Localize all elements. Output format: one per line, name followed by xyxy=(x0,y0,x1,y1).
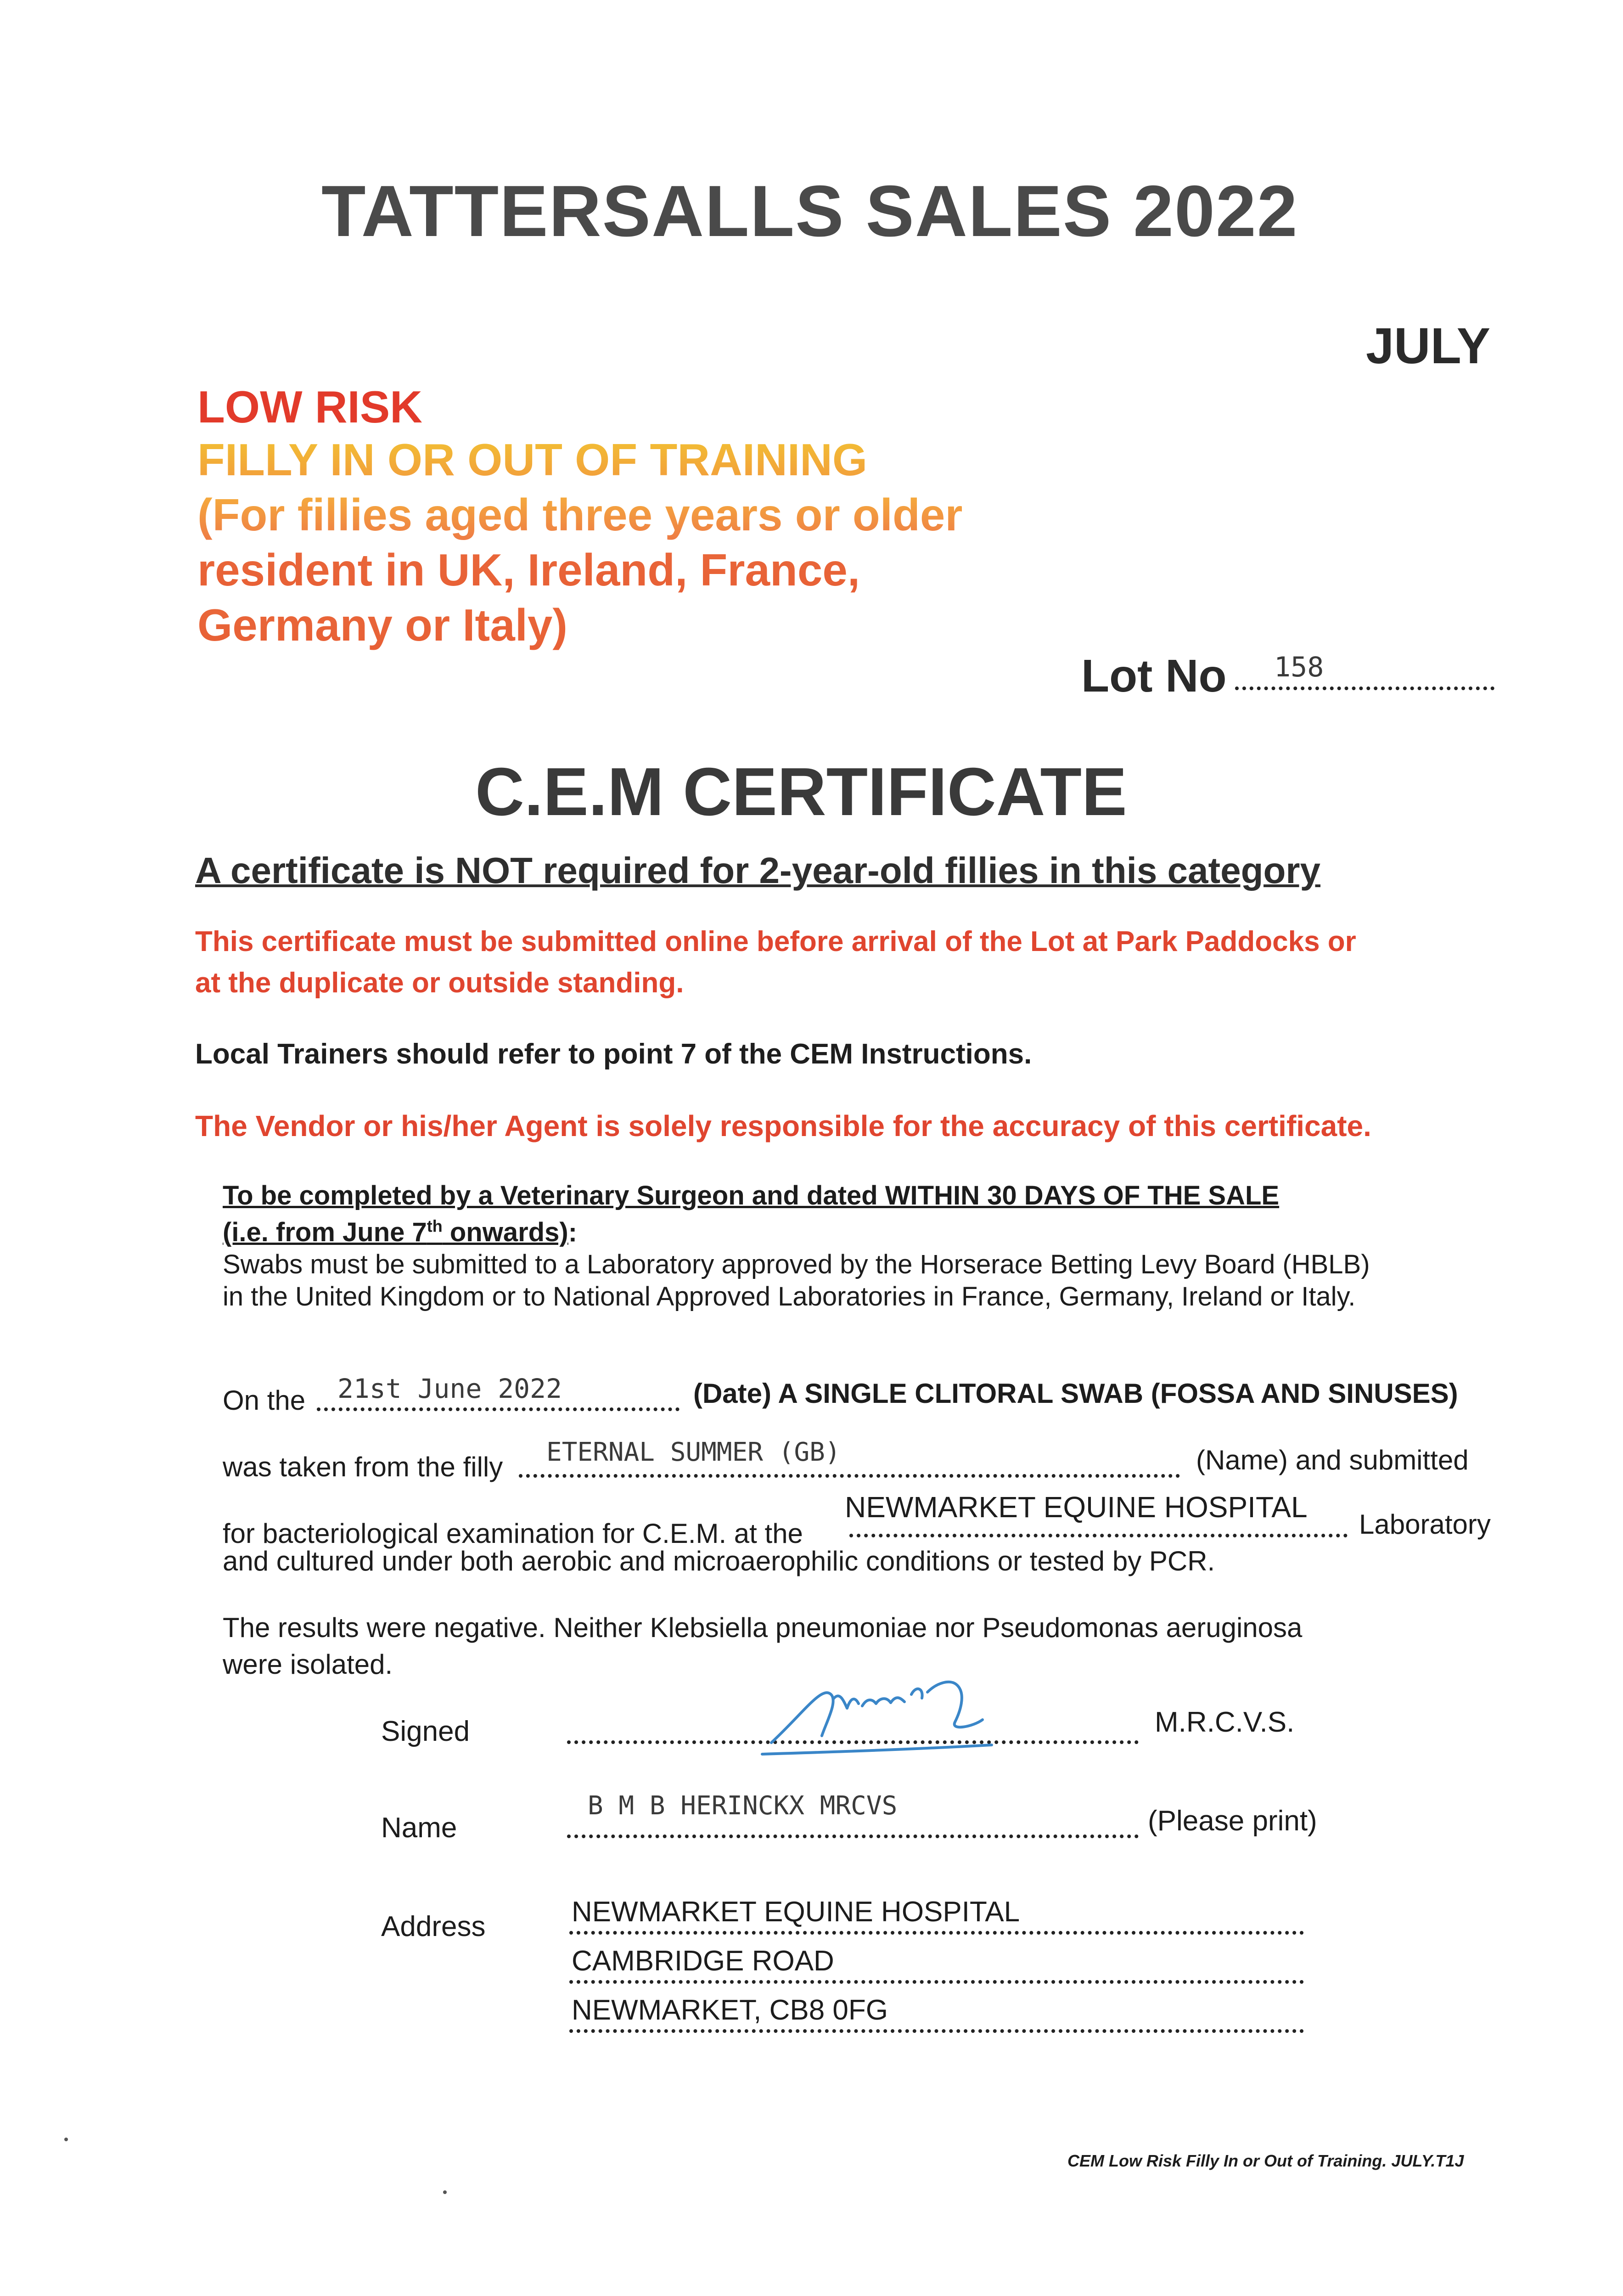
scan-speck xyxy=(443,2190,447,2194)
name-label: Name xyxy=(381,1812,457,1844)
submit-notice-1: This certificate must be submitted online before arrival of the Lot at Park Paddocks or xyxy=(195,926,1356,957)
scan-speck xyxy=(64,2138,68,2141)
address-line-2: CAMBRIDGE ROAD xyxy=(572,1945,834,1977)
address-line-1: NEWMARKET EQUINE HOSPITAL xyxy=(572,1896,1020,1928)
signature-image xyxy=(753,1658,1038,1763)
laboratory-suffix: Laboratory xyxy=(1359,1509,1491,1540)
address-label: Address xyxy=(381,1911,486,1942)
category-filly-training: FILLY IN OR OUT OF TRAINING xyxy=(197,434,868,485)
mrcvs-label: M.R.C.V.S. xyxy=(1155,1706,1295,1738)
date-value: 21st June 2022 xyxy=(337,1373,562,1404)
swabs-instruction-1: Swabs must be submitted to a Laboratory approved by the Horserace Betting Levy Board (HBLB) xyxy=(223,1249,1370,1279)
swabs-instruction-2: in the United Kingdom or to National Approved Laboratories in France, Germany, Ireland or Italy. xyxy=(223,1282,1356,1311)
category-age-note: (For fillies aged three years or older xyxy=(197,490,963,540)
vendor-responsibility: The Vendor or his/her Agent is solely responsible for the accuracy of this certificate. xyxy=(195,1109,1371,1142)
footer-reference: CEM Low Risk Filly In or Out of Training. JULY.T1J xyxy=(1067,2151,1464,2170)
results-line-2: were isolated. xyxy=(223,1649,393,1680)
exam-label: for bacteriological examination for C.E.M. at the xyxy=(223,1518,803,1549)
name-submitted-label: (Name) and submitted xyxy=(1196,1445,1469,1475)
instructions-date-range: (i.e. from June 7th onwards): xyxy=(223,1217,578,1248)
local-trainers-note: Local Trainers should refer to point 7 of the CEM Instructions. xyxy=(195,1038,1032,1070)
instructions-heading: To be completed by a Veterinary Surgeon and dated WITHIN 30 DAYS OF THE SALE xyxy=(223,1181,1280,1210)
lot-label: Lot No xyxy=(1081,650,1227,702)
on-the-label: On the xyxy=(223,1385,306,1416)
not-required-notice: A certificate is NOT required for 2-year-old fillies in this category xyxy=(195,850,1321,891)
category-residence-1: resident in UK, Ireland, France, xyxy=(197,545,860,595)
address-dotted-line-3 xyxy=(569,2029,1304,2033)
signed-label: Signed xyxy=(381,1716,470,1747)
results-line-1: The results were negative. Neither Klebsiella pneumoniae nor Pseudomonas aeruginosa xyxy=(223,1612,1303,1643)
lot-number: 158 xyxy=(1274,651,1324,683)
date-swab-text: (Date) A SINGLE CLITORAL SWAB (FOSSA AND SINUSES) xyxy=(693,1378,1458,1409)
address-dotted-line-1 xyxy=(569,1931,1304,1935)
filly-dotted-line xyxy=(519,1474,1180,1478)
cultured-text: and cultured under both aerobic and microaerophilic conditions or tested by PCR. xyxy=(223,1546,1215,1576)
month-label: JULY xyxy=(1366,318,1491,374)
please-print-label: (Please print) xyxy=(1148,1805,1317,1837)
taken-from-label: was taken from the filly xyxy=(223,1452,503,1482)
filly-name: ETERNAL SUMMER (GB) xyxy=(546,1437,841,1467)
category-low-risk: LOW RISK xyxy=(197,382,422,432)
date-dotted-line xyxy=(317,1407,680,1411)
name-dotted-line xyxy=(567,1835,1139,1838)
page-title: TATTERSALLS SALES 2022 xyxy=(321,171,1298,252)
certificate-title: C.E.M CERTIFICATE xyxy=(475,754,1127,830)
laboratory-dotted-line xyxy=(849,1534,1348,1537)
laboratory-name: NEWMARKET EQUINE HOSPITAL xyxy=(845,1491,1308,1524)
address-dotted-line-2 xyxy=(569,1980,1304,1984)
category-residence-2: Germany or Italy) xyxy=(197,600,568,650)
address-line-3: NEWMARKET, CB8 0FG xyxy=(572,1994,888,2026)
vet-name: B M B HERINCKX MRCVS xyxy=(588,1791,898,1821)
submit-notice-2: at the duplicate or outside standing. xyxy=(195,967,684,999)
lot-dotted-line xyxy=(1235,687,1494,690)
